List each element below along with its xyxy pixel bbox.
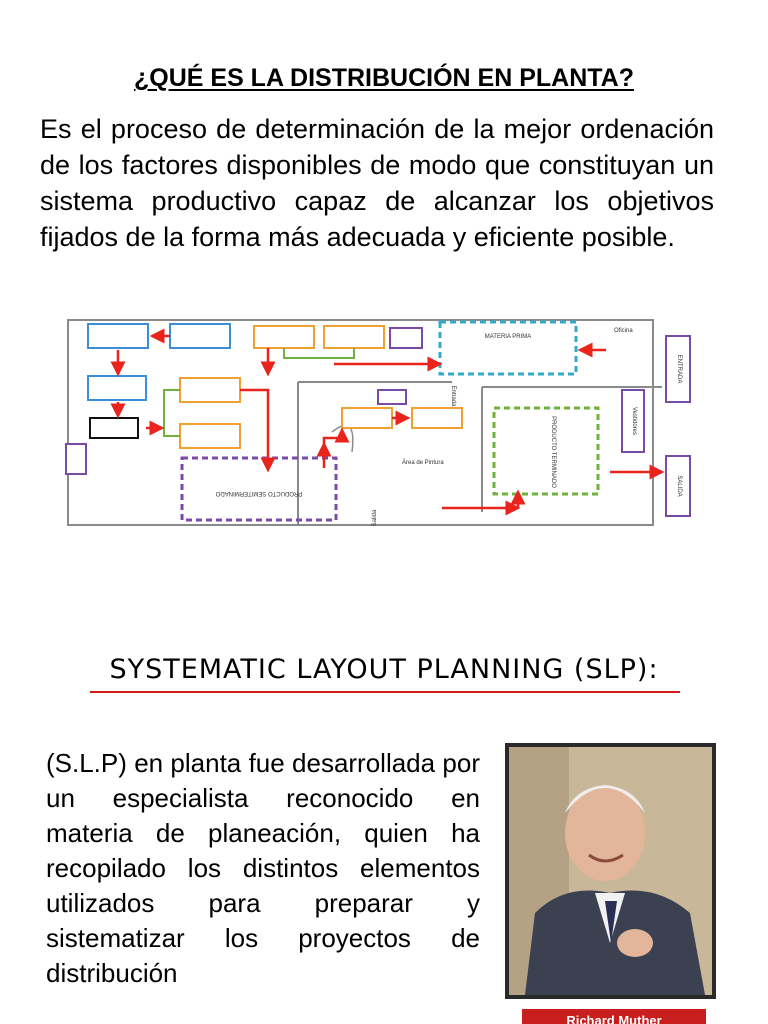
connector-line	[284, 348, 354, 358]
portrait-illustration	[505, 743, 716, 999]
salida-label: SALIDA	[676, 475, 682, 497]
station-box	[342, 408, 392, 428]
station-box	[180, 424, 240, 448]
oficina-label: Oficina	[614, 328, 633, 334]
salida-side-label: Salida	[372, 509, 378, 527]
producto-semiterminado-zone	[182, 458, 336, 520]
materia-prima-zone	[440, 322, 576, 374]
plant-layout-diagram	[62, 312, 708, 532]
area-pintura-label: Área de Pintura	[402, 460, 444, 466]
station-box	[88, 376, 146, 400]
portrait-photo	[505, 743, 716, 999]
connector-line	[164, 390, 180, 436]
producto-terminado-zone	[494, 408, 598, 494]
station-box	[378, 390, 406, 404]
station-box	[390, 328, 422, 348]
entrada-label: ENTRADA	[676, 354, 682, 384]
entrada-side-label: Entrada	[450, 385, 456, 407]
station-box	[412, 408, 462, 428]
station-box	[324, 326, 384, 348]
definition-paragraph: Es el proceso de determinación de la mejor ordenación de los factores disponibles de modo que constituyan un sistema productivo capaz de alcanzar los objetivos fijados de la forma más adecuada y eficiente posible.	[40, 114, 714, 252]
portrait-caption: Richard Muther	[522, 1009, 706, 1024]
slp-title-underline	[90, 691, 680, 693]
slp-title: SYSTEMATIC LAYOUT PLANNING (SLP):	[109, 654, 659, 685]
station-box	[90, 418, 138, 438]
producto-terminado-label: PRODUCTO TERMINADO	[550, 416, 556, 488]
station-box	[88, 324, 148, 348]
station-box	[254, 326, 314, 348]
vestidores-label: Vestidores	[631, 406, 637, 436]
station-box	[66, 444, 86, 474]
page-title: ¿QUÉ ES LA DISTRIBUCIÓN EN PLANTA?	[134, 64, 634, 92]
slp-paragraph: (S.L.P) en planta fue desarrollada por un especialista reconocido en materia de planeación, quien ha recopilado los distintos elementos utilizados para preparar y sistematizar los proyectos de distribución	[46, 748, 480, 988]
station-box	[180, 378, 240, 402]
producto-semiterminado-label: PRODUCTO SEMITERMINADO	[215, 490, 303, 496]
station-box	[170, 324, 230, 348]
materia-prima-label: MATERIA PRIMA	[484, 334, 532, 340]
